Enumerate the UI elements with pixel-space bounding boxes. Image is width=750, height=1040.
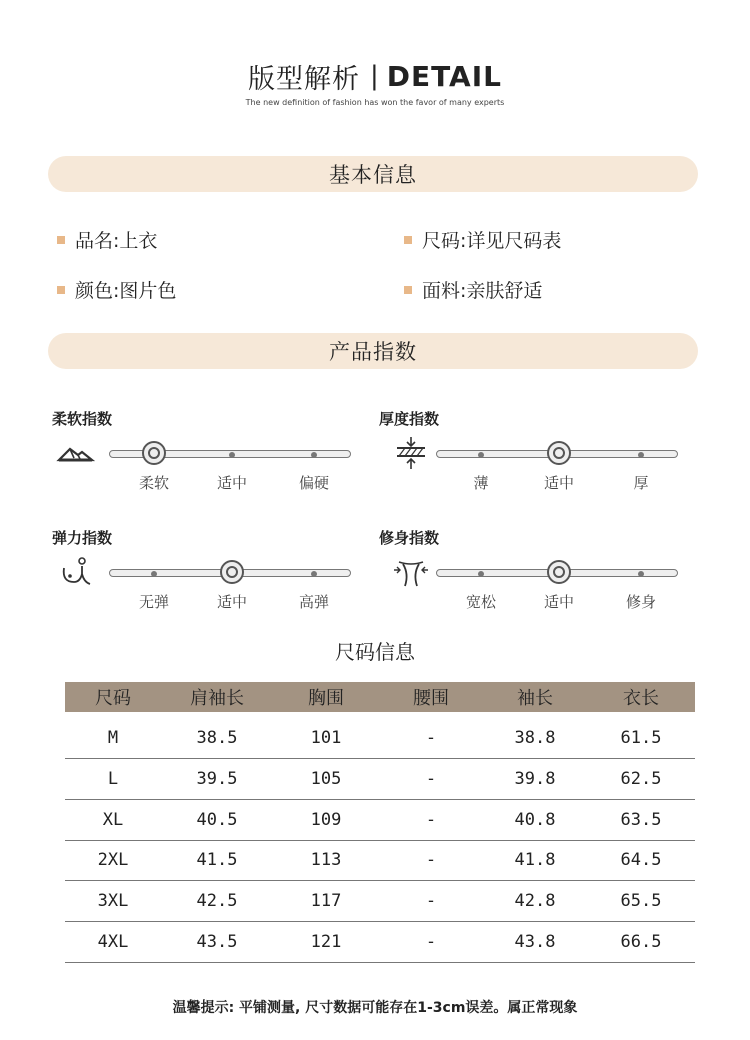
table-cell: 38.8 [514,728,556,748]
table-cell: 40.8 [514,809,556,830]
size-table-header [65,682,695,712]
slider-option-dot [311,452,317,458]
measurement-note: 温馨提示: 平铺测量, 尺寸数据可能存在1-3cm误差。属正常现象 [172,1000,578,1016]
table-cell: 63.5 [620,809,662,830]
table-cell: 40.5 [196,809,238,830]
fit-slider [436,569,676,577]
table-cell: - [425,932,437,952]
thickness-index-title: 厚度指数 [379,410,440,428]
table-cell: - [425,850,437,871]
table-cell: 101 [310,728,342,748]
product-index-header [48,333,698,369]
slider-option-dot [638,452,644,458]
table-cell: - [425,891,437,912]
bullet-icon [404,236,412,244]
table-cell: 4XL [97,932,129,952]
stretch-icon [58,556,98,590]
fit-index-title: 修身指数 [379,529,440,547]
title-english: DETAIL [386,59,502,93]
slider-selected-knob [547,560,571,584]
table-cell: 121 [310,932,342,952]
table-cell: 43.5 [196,932,238,952]
feather-soft-icon [56,436,96,470]
table-row [65,718,695,759]
softness-option-label: 适中 [216,474,247,492]
table-cell: 42.5 [196,891,238,912]
slider-selected-knob [547,441,571,465]
softness-index-title: 柔软指数 [52,410,113,428]
table-cell: 41.8 [514,850,556,871]
table-cell: 113 [310,850,342,871]
table-cell: 39.8 [514,768,556,789]
info-value: 亲肤舒适 [466,280,543,302]
subtitle: The new definition of fashion has won the favor of many experts [245,98,505,107]
info-item-size [404,226,561,253]
info-label: 尺码: [422,230,467,252]
elasticity-option-label: 无弹 [138,593,169,611]
elasticity-index-title: 弹力指数 [52,529,113,547]
slider-option-dot [478,571,484,577]
table-cell: 43.8 [514,932,556,952]
basic-info-title: 基本信息 [329,163,417,187]
slider-option-dot [311,571,317,577]
table-row [65,881,695,922]
info-label: 颜色: [75,280,120,302]
title-separator: | [370,61,379,91]
bullet-icon [57,236,65,244]
table-header-cell: 衣长 [623,688,659,709]
thickness-slider [436,450,676,458]
table-header-cell: 胸围 [308,688,344,709]
table-cell: L [107,768,119,789]
fit-body-icon [391,556,431,590]
table-cell: 39.5 [196,768,238,789]
slider-selected-knob [220,560,244,584]
table-cell: 41.5 [196,850,238,871]
title-chinese: 版型解析 [248,63,360,95]
thickness-option-label: 厚 [633,474,649,492]
slider-option-dot [478,452,484,458]
table-row [65,759,695,800]
info-item-name [57,226,157,253]
table-header-cell: 尺码 [95,688,131,709]
info-value: 上衣 [119,230,158,252]
table-row [65,840,695,881]
thickness-option-label: 薄 [473,474,489,492]
softness-option-label: 柔软 [138,474,169,492]
bullet-icon [404,286,412,294]
table-header-cell: 腰围 [413,688,449,709]
fit-option-label: 宽松 [465,593,496,611]
table-cell: 2XL [97,850,129,871]
table-cell: 66.5 [620,932,662,952]
softness-slider [109,450,349,458]
size-table-title: 尺码信息 [335,640,415,664]
softness-option-label: 偏硬 [298,474,329,492]
table-cell: 62.5 [620,768,662,789]
info-value: 图片色 [119,280,177,302]
fit-option-label: 修身 [625,593,656,611]
elasticity-option-label: 高弹 [298,593,329,611]
slider-option-dot [229,452,235,458]
info-label: 面料: [422,280,467,302]
elasticity-option-label: 适中 [216,593,247,611]
table-cell: 105 [310,768,342,789]
bullet-icon [57,286,65,294]
table-header-cell: 袖长 [517,688,553,709]
thickness-option-label: 适中 [543,474,574,492]
table-cell: 38.5 [196,728,238,748]
table-cell: 64.5 [620,850,662,871]
table-cell: 3XL [97,891,129,912]
table-row [65,922,695,963]
info-item-color [57,276,176,303]
table-row [65,800,695,841]
table-cell: - [425,728,437,748]
info-item-fabric [404,276,542,303]
table-cell: - [425,809,437,830]
product-index-title: 产品指数 [329,340,417,364]
table-cell: 61.5 [620,728,662,748]
info-value: 详见尺码表 [466,230,562,252]
slider-option-dot [151,571,157,577]
thickness-icon [391,436,431,470]
slider-selected-knob [142,441,166,465]
page-title [0,56,750,96]
table-cell: - [425,768,437,789]
table-cell: 117 [310,891,342,912]
basic-info-header [48,156,698,192]
slider-option-dot [638,571,644,577]
table-cell: 65.5 [620,891,662,912]
table-cell: 109 [310,809,342,830]
fit-option-label: 适中 [543,593,574,611]
table-cell: M [107,728,119,748]
table-header-cell: 肩袖长 [190,688,244,709]
table-cell: XL [102,809,124,830]
table-cell: 42.8 [514,891,556,912]
elasticity-slider [109,569,349,577]
info-label: 品名: [75,230,120,252]
